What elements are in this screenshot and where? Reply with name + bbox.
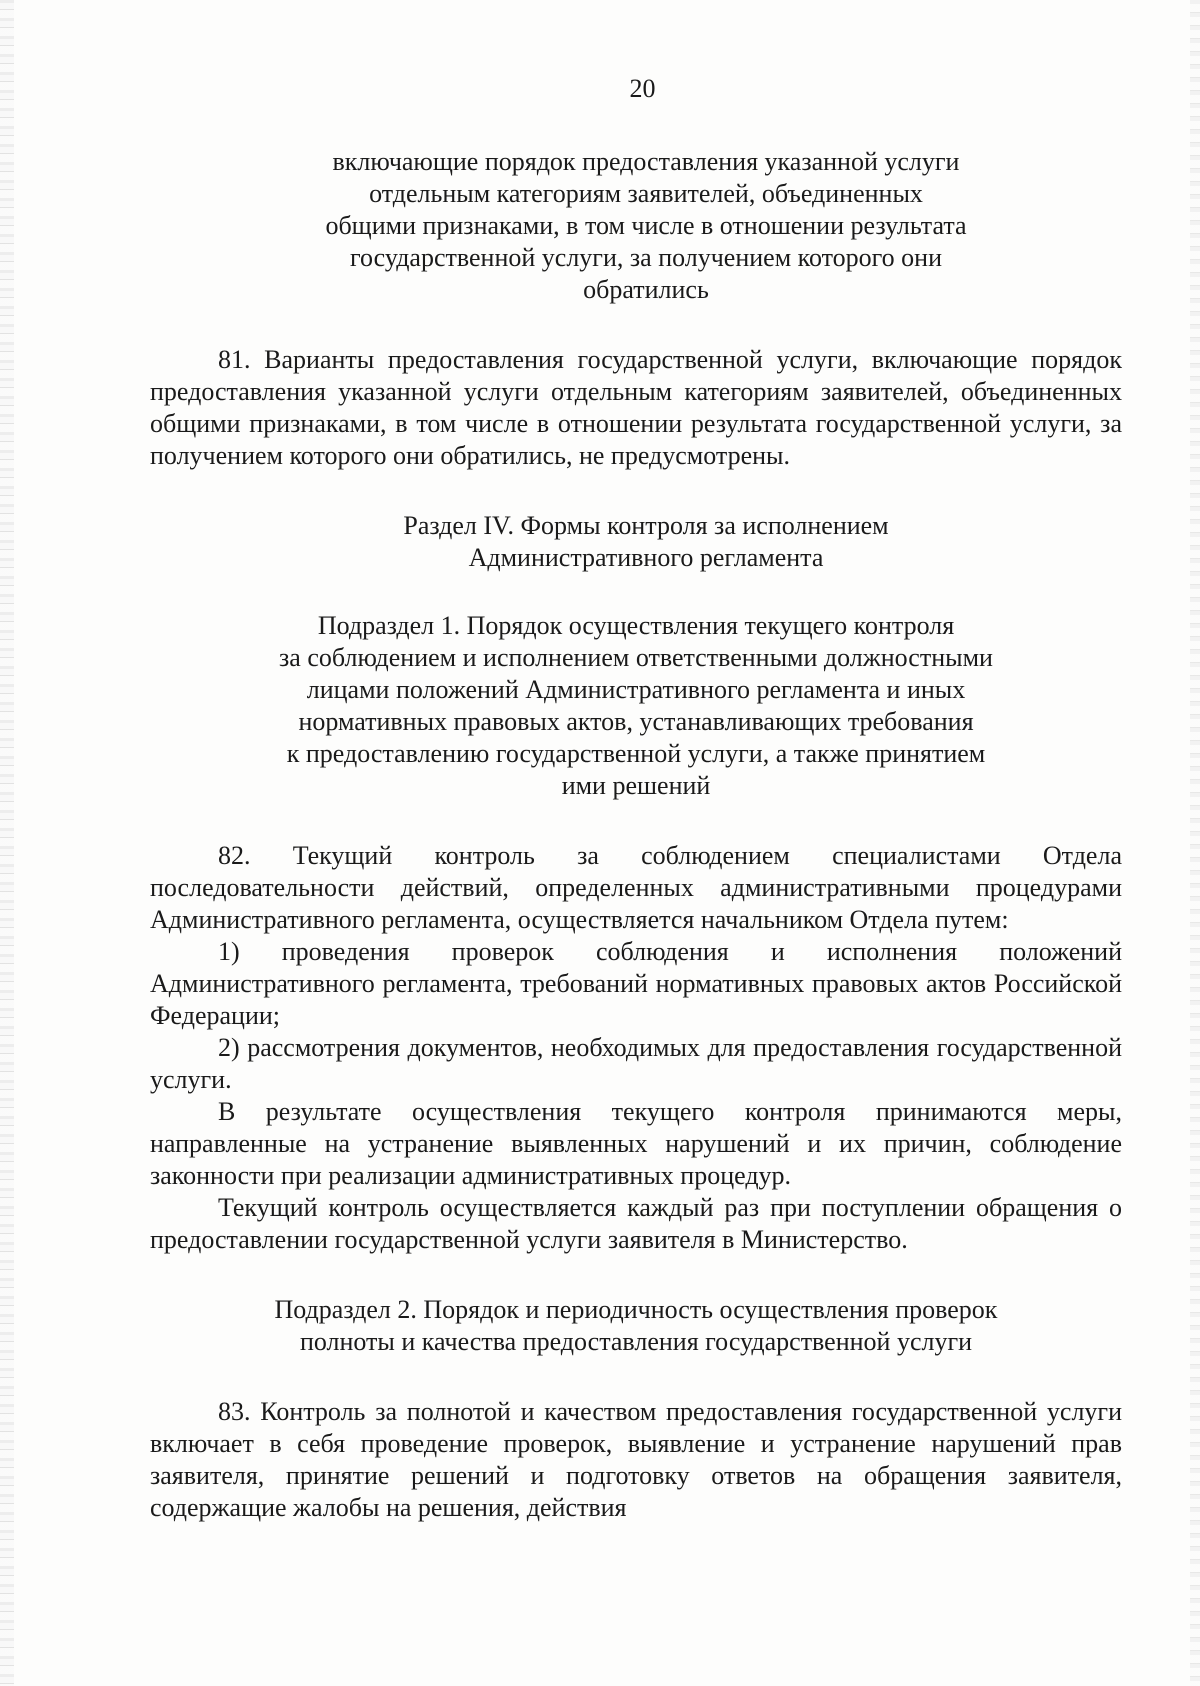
heading-line: полноты и качества предоставления государственной услуги bbox=[299, 1327, 973, 1356]
heading-line: общими признаками, в том числе в отношении результата bbox=[325, 211, 967, 240]
subsection-2-heading bbox=[150, 1294, 1122, 1358]
heading-line: к предоставлению государственной услуги, а также принятием bbox=[286, 739, 986, 768]
heading-line: за соблюдением и исполнением ответственными должностными bbox=[279, 643, 993, 672]
heading-line: Подраздел 1. Порядок осуществления текущего контроля bbox=[317, 611, 955, 640]
scan-edge-left bbox=[0, 0, 14, 1686]
scan-edge-right bbox=[1190, 0, 1200, 1686]
paragraph-82-item-2: 2) рассмотрения документов, необходимых для предоставления государственной услуги. bbox=[150, 1033, 1122, 1094]
paragraph-81: 81. Варианты предоставления государственной услуги, включающие порядок предоставления указанной услуги отдельным категориям заявителей, объединенных общими признаками, в том числе в отношении результата государственной услуги, за получением которого они обратились, не предусмотрены. bbox=[150, 345, 1122, 470]
heading-line: Административного регламента bbox=[468, 543, 824, 572]
page-number: 20 bbox=[629, 74, 656, 103]
heading-line: нормативных правовых актов, устанавливающих требования bbox=[298, 707, 974, 736]
heading-line: Подраздел 2. Порядок и периодичность осуществления проверок bbox=[274, 1295, 998, 1324]
heading-line: лицами положений Административного регламента и иных bbox=[306, 675, 966, 704]
heading-line: Раздел IV. Формы контроля за исполнением bbox=[403, 511, 889, 540]
subsection-1-heading bbox=[150, 610, 1122, 802]
top-heading bbox=[150, 146, 1122, 306]
document-body bbox=[150, 146, 1122, 1524]
paragraph-83: 83. Контроль за полнотой и качеством предоставления государственной услуги включает в себя проведение проверок, выявление и устранение нарушений прав заявителя, принятие решений и подготовку ответов на обращения заявителя, содержащие жалобы на решения, действия bbox=[150, 1397, 1122, 1522]
paragraph-82-each-time: Текущий контроль осуществляется каждый раз при поступлении обращения о предоставлении государственной услуги заявителя в Министерство. bbox=[150, 1193, 1122, 1254]
heading-line: обратились bbox=[583, 275, 709, 304]
heading-line: отдельным категориям заявителей, объединенных bbox=[369, 179, 923, 208]
section-4-heading bbox=[150, 510, 1122, 574]
paragraph-82-result: В результате осуществления текущего контроля принимаются меры, направленные на устранение выявленных нарушений и их причин, соблюдение законности при реализации административных процедур. bbox=[150, 1097, 1122, 1190]
heading-line: государственной услуги, за получением которого они bbox=[349, 243, 943, 272]
paragraph-82-item-1: 1) проведения проверок соблюдения и исполнения положений Административного регламента, требований нормативных правовых актов Российской Федерации; bbox=[150, 937, 1122, 1030]
heading-line: ими решений bbox=[561, 771, 711, 800]
paragraph-82: 82. Текущий контроль за соблюдением специалистами Отдела последовательности действий, определенных административными процедурами Административного регламента, осуществляется начальником Отдела путем: bbox=[150, 841, 1122, 934]
heading-line: включающие порядок предоставления указанной услуги bbox=[332, 147, 960, 176]
